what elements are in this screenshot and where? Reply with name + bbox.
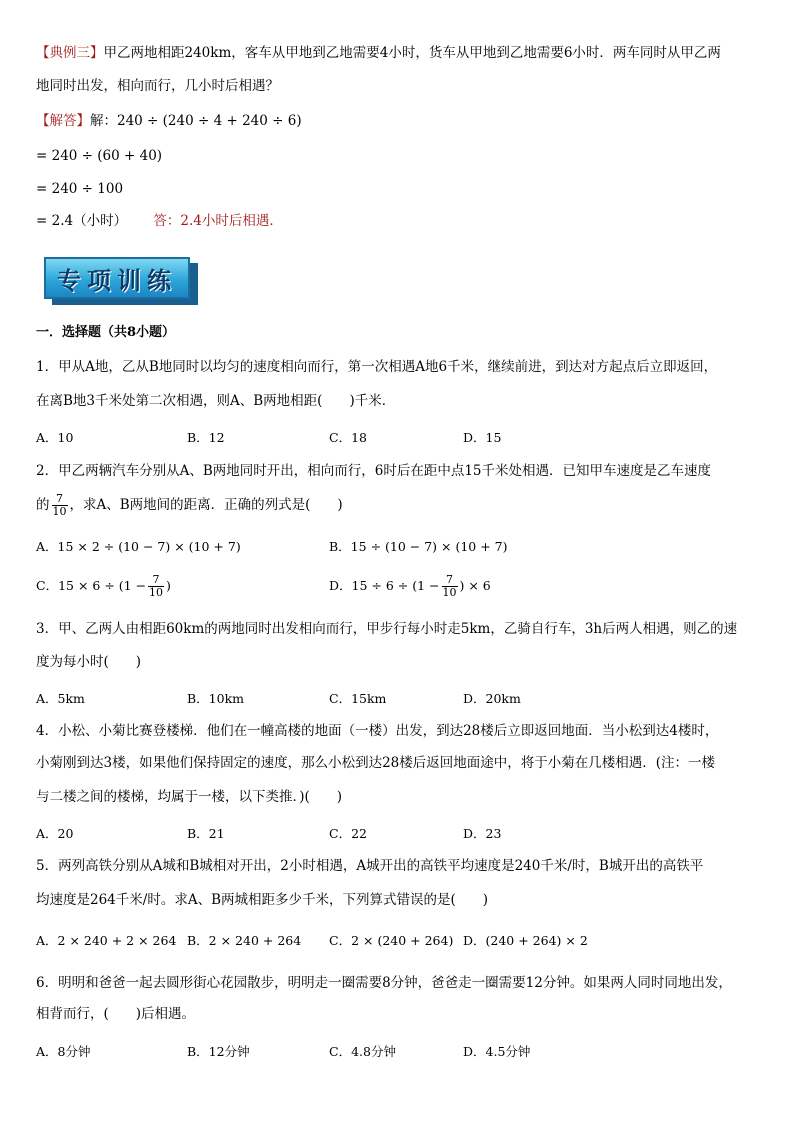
option-a[interactable]: A．2 × 240 + 2 × 264: [36, 933, 177, 948]
question-2-text-a: 的: [36, 497, 50, 513]
fraction-numerator: 7: [442, 574, 458, 587]
question-6-line-1: 6．明明和爸爸一起去圆形街心花园散步，明明走一圈需要8分钟，爸爸走一圈需要12分钟。如果两人同时同地出发，: [36, 975, 732, 991]
option-c[interactable]: [36, 572, 171, 600]
option-d[interactable]: D．15: [463, 430, 502, 445]
option-d-text-b: ) × 6: [459, 578, 491, 593]
option-d-text-a: D．15 ÷ 6 ÷ (1 −: [329, 578, 440, 593]
option-d[interactable]: D．23: [463, 826, 502, 841]
answer-intro-line: [36, 110, 302, 132]
question-5-line-2: 均速度是264千米/时。求A、B两城相距多少千米，下列算式错误的是( ): [36, 892, 489, 908]
option-a[interactable]: A．20: [36, 826, 74, 841]
option-b[interactable]: B．12: [187, 430, 225, 445]
answer-intro: 解：240 ÷ (240 ÷ 4 + 240 ÷ 6): [90, 113, 302, 129]
option-c[interactable]: C．22: [329, 826, 367, 841]
option-c[interactable]: C．18: [329, 430, 367, 445]
option-c[interactable]: C．2 × (240 + 264): [329, 933, 454, 948]
answer-tag: 【解答】: [36, 113, 90, 129]
question-6-line-2: 相背而行，( )后相遇。: [36, 1006, 196, 1022]
question-2-line-1: 2．甲乙两辆汽车分别从A、B两地同时开出，相向而行，6时后在距中点15千米处相遇．已知甲车速度是乙车速度: [36, 463, 712, 479]
option-c[interactable]: C．4.8分钟: [329, 1044, 396, 1059]
option-b[interactable]: B．21: [187, 826, 225, 841]
option-c[interactable]: C．15km: [329, 691, 387, 706]
option-b[interactable]: B．12分钟: [187, 1044, 250, 1059]
question-2-line-2: [36, 492, 343, 518]
question-1-line-2: 在离B地3千米处第二次相遇，则A、B两地相距( )千米．: [36, 393, 396, 409]
fraction-numerator: 7: [52, 493, 68, 506]
option-c-text-a: C．15 × 6 ÷ (1 −: [36, 578, 147, 593]
special-training-banner: [44, 257, 200, 307]
fraction-denominator: 10: [442, 586, 457, 599]
fraction: [442, 574, 458, 599]
question-4-line-2: 小菊刚到达3楼，如果他们保持固定的速度，那么小松到达28楼后返回地面途中，将于小菊在几楼相遇．(注：一楼: [36, 755, 716, 771]
answer-step-1: = 240 ÷ (60 + 40): [36, 148, 163, 164]
banner-plate: [44, 257, 190, 299]
banner-title: 专项训练: [57, 266, 177, 295]
example-line-1: [36, 42, 721, 64]
answer-step-2: = 240 ÷ 100: [36, 181, 124, 197]
fraction: [148, 574, 164, 599]
fraction-numerator: 7: [148, 574, 164, 587]
option-d[interactable]: D．(240 + 264) × 2: [463, 933, 588, 948]
option-a[interactable]: A．15 × 2 ÷ (10 − 7) × (10 + 7): [36, 539, 241, 554]
example-tag: 【典例三】: [36, 45, 104, 61]
example-text-1: 甲乙两地相距240km，客车从甲地到乙地需要4小时，货车从甲地到乙地需要6小时．两车同时从甲乙两: [103, 45, 721, 61]
option-b[interactable]: B．2 × 240 + 264: [187, 933, 302, 948]
question-2-text-b: ，求A、B两地间的距离．正确的列式是( ): [69, 497, 343, 513]
option-d[interactable]: D．20km: [463, 691, 521, 706]
option-b[interactable]: B．10km: [187, 691, 245, 706]
question-3-line-1: 3．甲、乙两人由相距60km的两地同时出发相向而行，甲步行每小时走5km，乙骑自行车，3h后两人相遇，则乙的速: [36, 621, 738, 637]
option-b[interactable]: B．15 ÷ (10 − 7) × (10 + 7): [329, 539, 508, 554]
option-d[interactable]: D．4.5分钟: [463, 1044, 531, 1059]
answer-step-3-line: [36, 210, 283, 232]
question-4-line-3: 与二楼之间的楼梯，均属于一楼，以下类推．)( ): [36, 789, 343, 805]
final-answer: 答：2.4小时后相遇．: [153, 213, 283, 229]
option-a[interactable]: A．8分钟: [36, 1044, 91, 1059]
example-line-2: 地同时出发，相向而行，几小时后相遇？: [36, 78, 279, 94]
fraction-denominator: 10: [149, 586, 164, 599]
fraction-denominator: 10: [52, 505, 67, 518]
option-d[interactable]: [329, 572, 491, 600]
question-5-line-1: 5．两列高铁分别从A城和B城相对开出，2小时相遇，A城开出的高铁平均速度是240千米/时，B城开出的高铁平: [36, 858, 704, 874]
question-3-line-2: 度为每小时( ): [36, 654, 142, 670]
question-4-line-1: 4．小松、小菊比赛登楼梯．他们在一幢高楼的地面（一楼）出发，到达28楼后立即返回地面．当小松到达4楼时，: [36, 723, 719, 739]
question-1-line-1: 1．甲从A地，乙从B地同时以均匀的速度相向而行，第一次相遇A地6千米，继续前进，到达对方起点后立即返回，: [36, 359, 718, 375]
option-a[interactable]: A．5km: [36, 691, 85, 706]
answer-step-3: = 2.4（小时）: [36, 213, 128, 229]
option-a[interactable]: A．10: [36, 430, 74, 445]
section-heading: 一．选择题（共8小题）: [36, 325, 176, 340]
fraction: [52, 493, 68, 518]
option-c-text-b: ): [166, 578, 171, 593]
